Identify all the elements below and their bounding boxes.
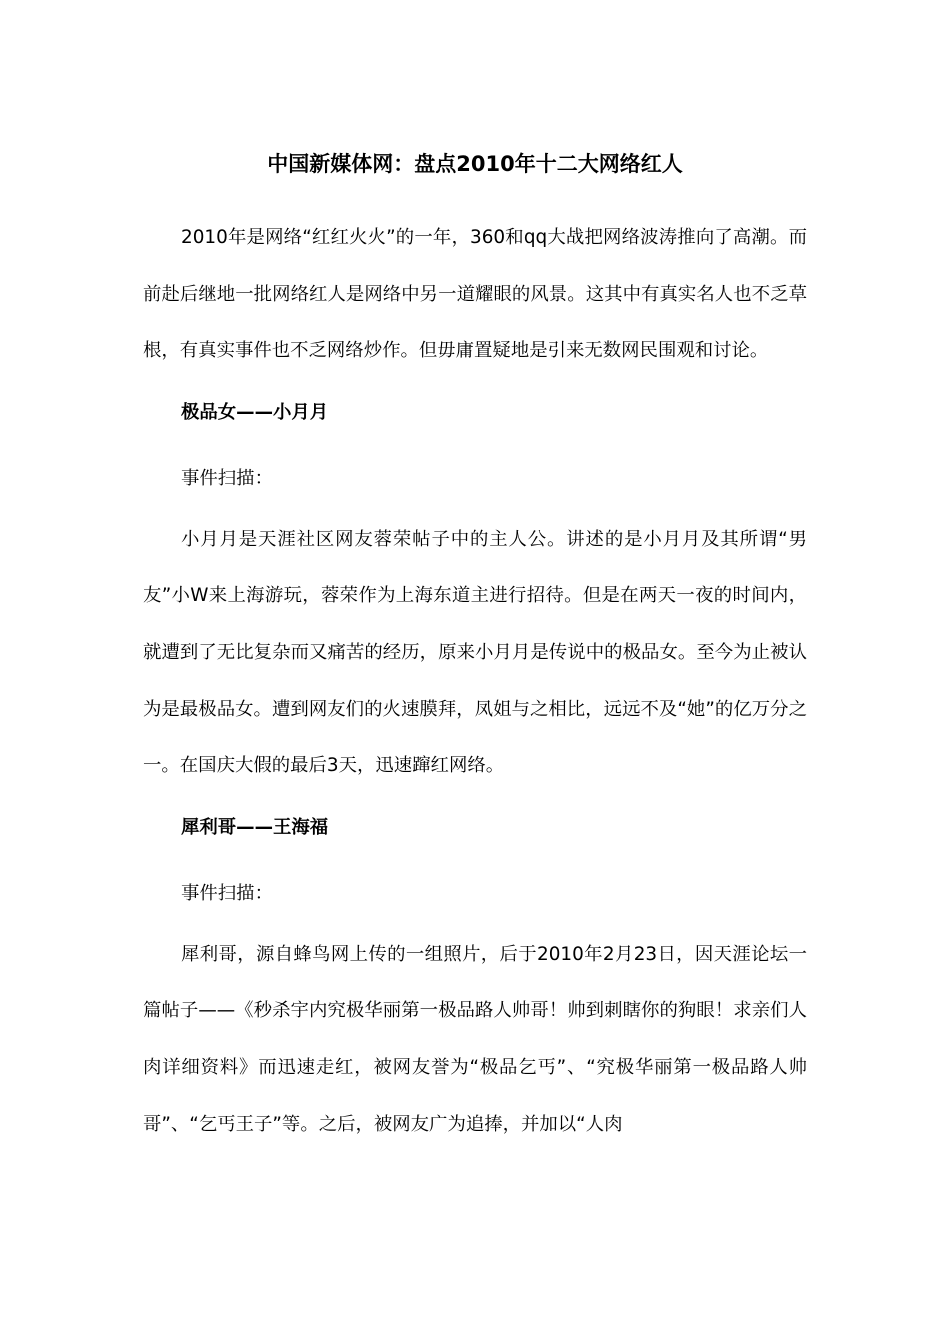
- section-body: 小月月是天涯社区网友蓉荣帖子中的主人公。讲述的是小月月及其所谓“男友”小W来上海游玩，蓉荣作为上海东道主进行招待。但是在两天一夜的时间内，就遭到了无比复杂而又痛苦的经历，原来小月月是传说中的极品女。至今为止被认为是最极品女。遭到网友们的火速膜拜，凤姐与之相比，远远不及“她”的亿万分之一。在国庆大假的最后3天，迅速蹿红网络。: [143, 528, 807, 777]
- section-xiaoyueyue: [143, 380, 807, 795]
- intro-paragraph: 2010年是网络“红红火火”的一年，360和qq大战把网络波涛推向了高潮。而前赴后继地一批网络红人是网络中另一道耀眼的风景。这其中有真实名人也不乏草根，有真实事件也不乏网络炒作。但毋庸置疑地是引来无数网民围观和讨论。: [143, 227, 807, 362]
- document-title: 中国新媒体网：盘点2010年十二大网络红人: [267, 152, 683, 176]
- section-label: 事件扫描：: [181, 882, 273, 904]
- document-content: [143, 146, 807, 1153]
- section-label: 事件扫描：: [181, 467, 273, 489]
- section-body: 犀利哥，源自蜂鸟网上传的一组照片，后于2010年2月23日，因天涯论坛一篇帖子——《秒杀宇内究极华丽第一极品路人帅哥！帅到刺瞎你的狗眼！求亲们人肉详细资料》而迅速走红，被网友誉为“极品乞丐”、“究极华丽第一极品路人帅哥”、“乞丐王子”等。之后，被网友广为追捧，并加以“人肉: [143, 943, 807, 1135]
- section-heading: 犀利哥——王海福: [181, 816, 329, 838]
- section-xilige: [143, 795, 807, 1153]
- section-heading: 极品女——小月月: [181, 401, 329, 423]
